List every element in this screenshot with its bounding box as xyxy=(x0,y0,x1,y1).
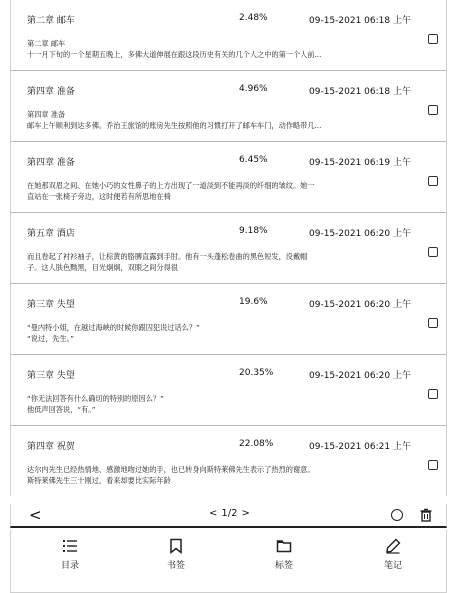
item-percent: 22.08% xyxy=(239,439,274,449)
tab-bookmarks[interactable] xyxy=(141,530,211,590)
bottom-tabs xyxy=(10,530,447,593)
item-excerpt: “曼内特小姐，在越过海峡的时候你跟囚犯说过话么？” “说过，先生。” xyxy=(27,323,200,343)
tab-contents[interactable] xyxy=(35,530,105,590)
item-time: 09-15-2021 06:20 上午 xyxy=(309,229,411,239)
item-chapter: 第三章 失望 xyxy=(27,371,75,381)
item-chapter: 第四章 准备 xyxy=(27,87,75,97)
item-chapter: 第四章 准备 xyxy=(27,158,75,168)
item-percent: 9.18% xyxy=(239,226,268,236)
list-icon xyxy=(62,538,78,554)
item-time: 09-15-2021 06:19 上午 xyxy=(309,158,411,168)
tab-tags[interactable] xyxy=(249,530,319,590)
list-item[interactable] xyxy=(11,0,446,71)
item-percent: 20.35% xyxy=(239,368,274,378)
back-button[interactable]: < xyxy=(29,506,42,524)
item-checkbox[interactable] xyxy=(428,460,438,470)
pen-icon xyxy=(385,538,401,554)
item-excerpt: 而且卷起了衬衫袖子，让棕黄的胳膊直露到手肘。他有一头蓬松卷曲的黑色短发，没戴帽 子。这人肤色黝黑，目光炯炯，双眼之间分得很 xyxy=(27,252,308,272)
item-checkbox[interactable] xyxy=(428,176,438,186)
item-checkbox[interactable] xyxy=(428,389,438,399)
trash-icon[interactable] xyxy=(419,508,433,522)
tab-label: 标签 xyxy=(274,561,293,571)
bookmark-panel xyxy=(10,0,447,593)
prev-page-button[interactable]: < xyxy=(209,508,218,519)
item-time: 09-15-2021 06:21 上午 xyxy=(309,442,411,452)
pager-bar xyxy=(10,504,447,528)
list-item[interactable] xyxy=(11,426,446,497)
item-percent: 19.6% xyxy=(239,297,268,307)
list-item[interactable] xyxy=(11,213,446,284)
item-time: 09-15-2021 06:20 上午 xyxy=(309,371,411,381)
item-checkbox[interactable] xyxy=(428,247,438,257)
item-excerpt: 第二章 邮车 十一月下旬的一个星期五晚上，多佛大道伸展在跟这段历史有关的几个人之中的第一个人前... xyxy=(27,39,322,59)
item-time: 09-15-2021 06:20 上午 xyxy=(309,300,411,310)
item-percent: 2.48% xyxy=(239,13,268,23)
page-indicator xyxy=(209,508,250,519)
item-excerpt: “你无法回答有什么确切的特别的原因么？” 他低声回答说，“有。” xyxy=(27,394,164,414)
item-checkbox[interactable] xyxy=(428,318,438,328)
item-percent: 4.96% xyxy=(239,84,268,94)
item-checkbox[interactable] xyxy=(428,34,438,44)
tab-label: 书签 xyxy=(166,561,185,571)
item-time: 09-15-2021 06:18 上午 xyxy=(309,87,411,97)
item-time: 09-15-2021 06:18 上午 xyxy=(309,16,411,26)
select-all-icon[interactable] xyxy=(391,509,403,521)
list-item[interactable] xyxy=(11,355,446,426)
bookmark-list xyxy=(10,0,447,496)
tab-notes[interactable] xyxy=(358,530,428,590)
folder-icon xyxy=(276,538,292,554)
list-item[interactable] xyxy=(11,284,446,355)
item-chapter: 第五章 酒店 xyxy=(27,229,75,239)
item-checkbox[interactable] xyxy=(428,105,438,115)
list-item[interactable] xyxy=(11,142,446,213)
item-chapter: 第三章 失望 xyxy=(27,300,75,310)
item-chapter: 第二章 邮车 xyxy=(27,16,75,26)
item-chapter: 第四章 祝贺 xyxy=(27,442,75,452)
item-excerpt: 在她那双眉之间、在她小巧的女性鼻子的上方出现了一道淡到不能再淡的纤细的皱纹。她一 直站在一张椅子旁边，这时便若有所思地在椅 xyxy=(27,181,315,201)
bookmark-icon xyxy=(168,538,184,554)
item-excerpt: 第四章 准备 邮车上午顺利到达多佛。乔治王旅馆的账房先生按照他的习惯打开了邮车车门，动作略带几... xyxy=(27,110,322,130)
tab-label: 目录 xyxy=(60,561,79,571)
tab-label: 笔记 xyxy=(383,561,402,571)
list-item[interactable] xyxy=(11,71,446,142)
next-page-button[interactable]: > xyxy=(241,508,250,519)
item-percent: 6.45% xyxy=(239,155,268,165)
page-number: 1/2 xyxy=(221,508,238,519)
item-excerpt: 达尔内先生已经热情地、感激地吻过她的手，也已转身向斯特莱佛先生表示了热烈的谢意。 斯特莱佛先生三十刚过，看来却要比实际年龄 xyxy=(27,465,315,485)
